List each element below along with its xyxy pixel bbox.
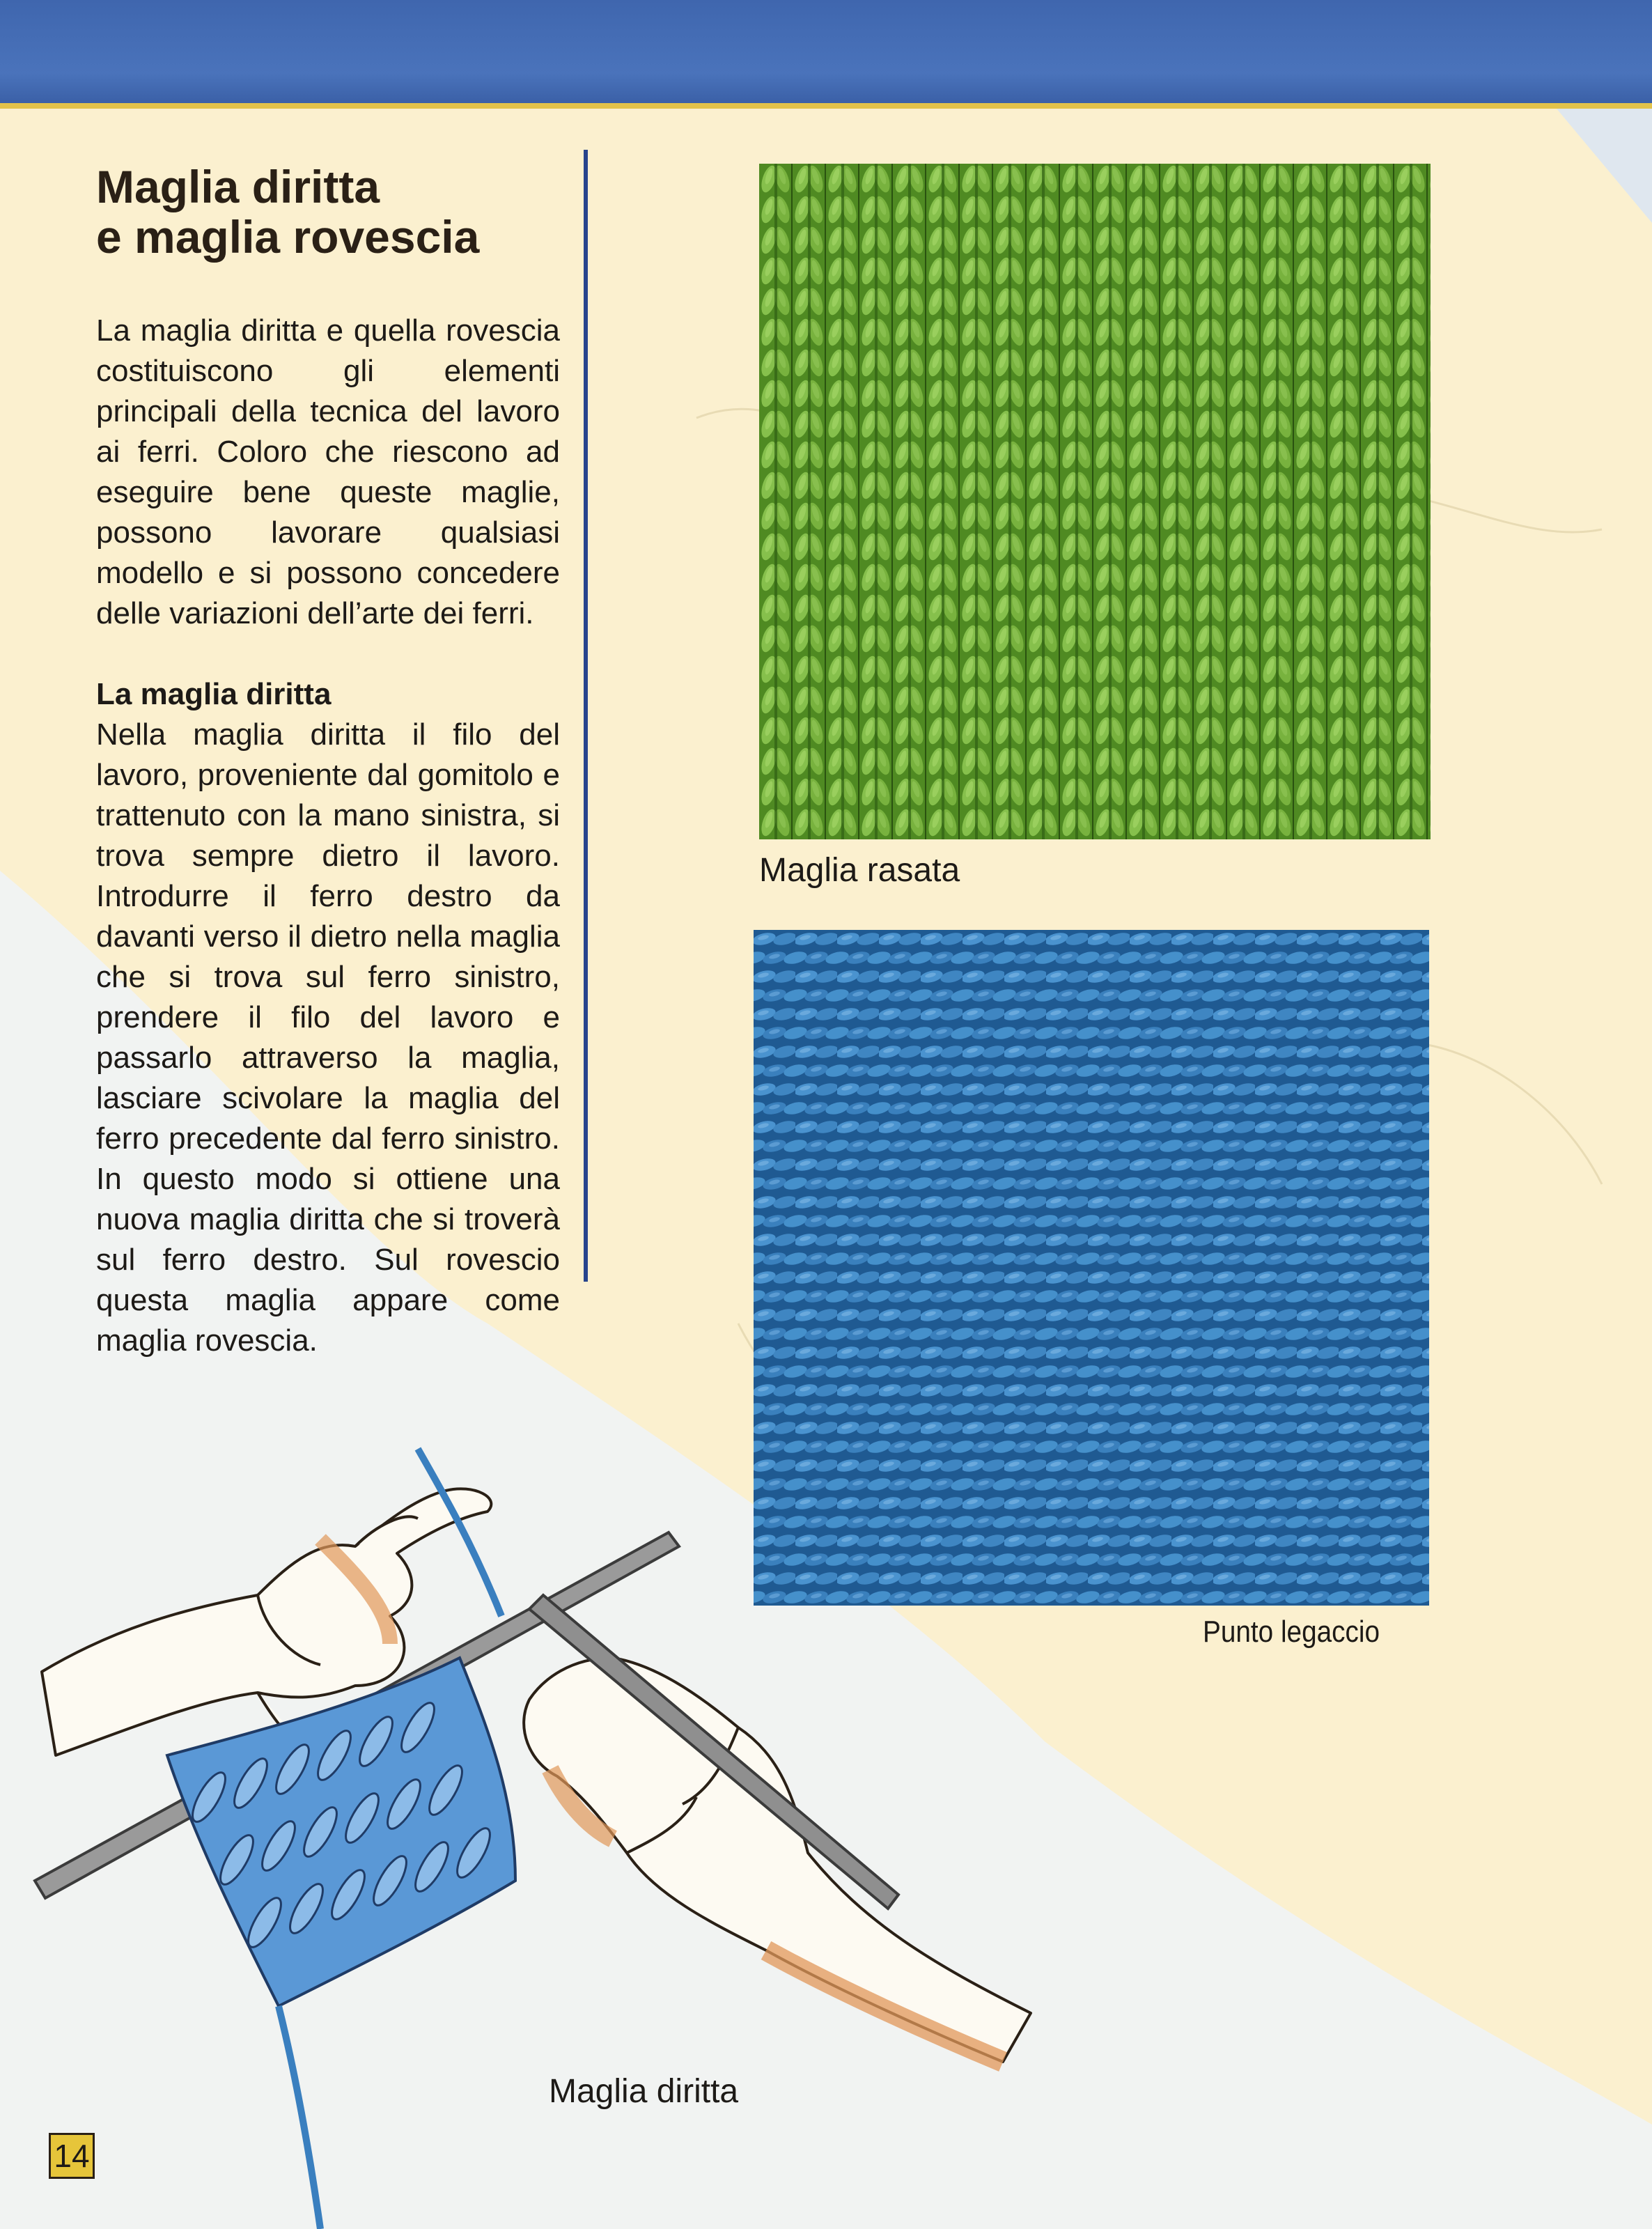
intro-paragraph: La maglia diritta e quella rovescia costituiscono gli elementi principali della tecnica del lavoro ai ferri. Coloro che riescono ad eseguire bene queste maglie, possono lavorare qualsiasi modello e si possono concedere delle variazioni dell’arte dei ferri. [96,313,560,630]
section-heading: La maglia diritta [96,677,332,711]
illustration-caption: Maglia diritta [549,2073,739,2110]
page-title [96,162,584,262]
right-hand-drawing [524,1658,1031,2062]
column-divider [584,150,588,1282]
section-body: Nella maglia diritta il filo del lavoro, proveniente dal gomitolo e trattenuto con la mano sinistra, si trova sempre dietro il lavoro. Introdurre il ferro destro da davanti verso il dietro nella maglia che si trova sul ferro sinistro, prendere il filo del lavoro e passarlo attraverso la maglia, lasciare scivolare la maglia del ferro precedente dal ferro sinistro. In questo modo si ottiene una nuova maglia diritta che si troverà sul ferro destro. Sul rovescio questa maglia appare come maglia rovescia. [96,717,560,1358]
header-rule [0,103,1652,109]
stockinette-caption: Maglia rasata [759,852,960,889]
stockinette-swatch-image [759,164,1431,839]
title-line-1: Maglia diritta [96,161,380,212]
title-line-2: e maglia rovescia [96,211,480,263]
knitted-fabric-drawing [167,1658,515,2006]
page-number: 14 [49,2133,95,2179]
header-band [0,0,1652,104]
garter-caption: Punto legaccio [1203,1615,1380,1649]
